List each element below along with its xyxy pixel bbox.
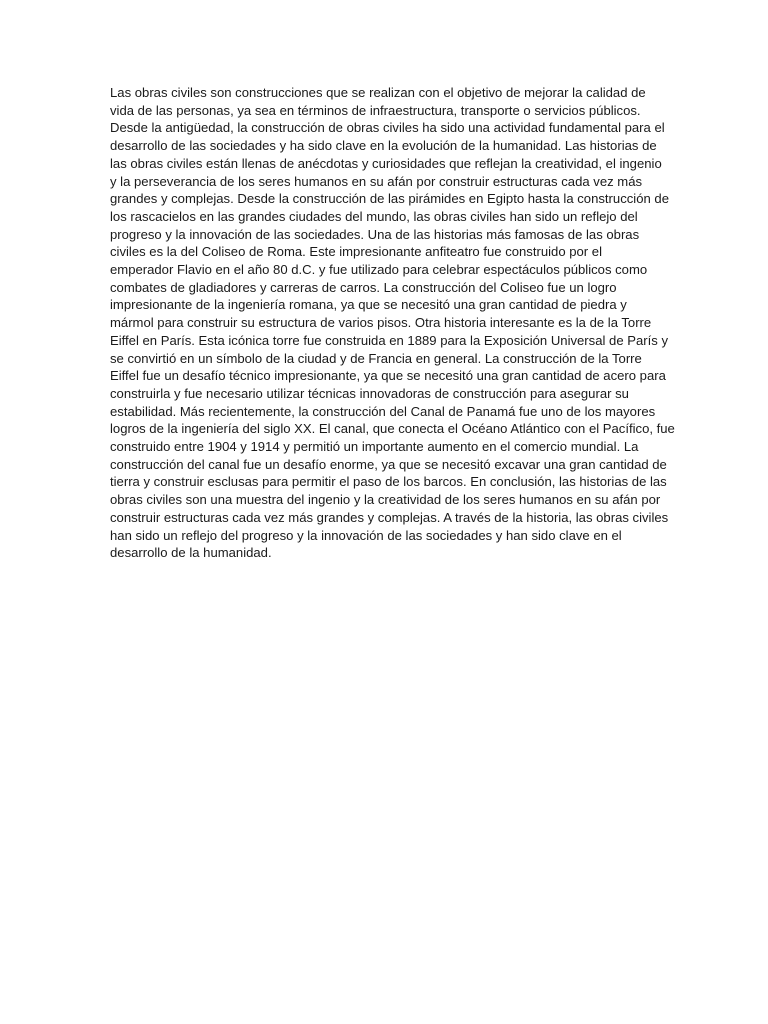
text-line: obras civiles son una muestra del ingenio y la creatividad de los seres humanos en su afán por <box>110 492 661 508</box>
text-line: y la perseverancia de los seres humanos en su afán por construir estructuras cada vez más <box>110 173 643 189</box>
text-line: desarrollo de las sociedades y ha sido clave en la evolución de la humanidad. Las historias de <box>110 138 657 154</box>
text-line: Eiffel en París. Esta icónica torre fue construida en 1889 para la Exposición Universal de París y <box>110 332 668 348</box>
text-line: civiles es la del Coliseo de Roma. Este impresionante anfiteatro fue construido por el <box>110 244 603 260</box>
text-line: estabilidad. Más recientemente, la construcción del Canal de Panamá fue uno de los mayores <box>110 403 656 419</box>
text-line: los rascacielos en las grandes ciudades del mundo, las obras civiles han sido un reflejo del <box>110 208 638 224</box>
text-line: logros de la ingeniería del siglo XX. El canal, que conecta el Océano Atlántico con el Pacífico, fue <box>110 421 675 437</box>
text-line: han sido un reflejo del progreso y la innovación de las sociedades y han sido clave en el <box>110 527 622 543</box>
text-line: progreso y la innovación de las sociedades. Una de las historias más famosas de las obras <box>110 226 640 242</box>
text-line: construido entre 1904 y 1914 y permitió un importante aumento en el comercio mundial. La <box>110 439 639 455</box>
text-line: emperador Flavio en el año 80 d.C. y fue utilizado para celebrar espectáculos públicos como <box>110 262 648 278</box>
text-line: combates de gladiadores y carreras de carros. La construcción del Coliseo fue un logro <box>110 279 617 295</box>
text-line: mármol para construir su estructura de varios pisos. Otra historia interesante es la de la Torre <box>110 315 652 331</box>
text-line: desarrollo de la humanidad. <box>110 545 272 561</box>
text-line: construir estructuras cada vez más grandes y complejas. A través de la historia, las obras civiles <box>110 509 669 525</box>
text-line: Las obras civiles son construcciones que se realizan con el objetivo de mejorar la calidad de <box>110 85 646 100</box>
text-line: construirla y fue necesario utilizar técnicas innovadoras de construcción para asegurar su <box>110 385 629 401</box>
text-line: las obras civiles están llenas de anécdotas y curiosidades que reflejan la creatividad, el ingenio <box>110 155 662 171</box>
text-line: impresionante de la ingeniería romana, ya que se necesitó una gran cantidad de piedra y <box>110 297 627 313</box>
text-line: Eiffel fue un desafío técnico impresionante, ya que se necesitó una gran cantidad de acero para <box>110 368 666 384</box>
text-line: construcción del canal fue un desafío enorme, ya que se necesitó excavar una gran cantidad de <box>110 456 667 472</box>
text-line: Desde la antigüedad, la construcción de obras civiles ha sido una actividad fundamental para el <box>110 120 665 136</box>
text-line: grandes y complejas. Desde la construcción de las pirámides en Egipto hasta la construcción de <box>110 191 669 207</box>
text-line: se convirtió en un símbolo de la ciudad y de Francia en general. La construcción de la Torre <box>110 350 642 366</box>
text-line: vida de las personas, ya sea en términos de infraestructura, transporte o servicios públicos. <box>110 102 641 118</box>
body-paragraph <box>110 84 675 562</box>
text-line: tierra y construir esclusas para permitir el paso de los barcos. En conclusión, las historias de las <box>110 474 667 490</box>
